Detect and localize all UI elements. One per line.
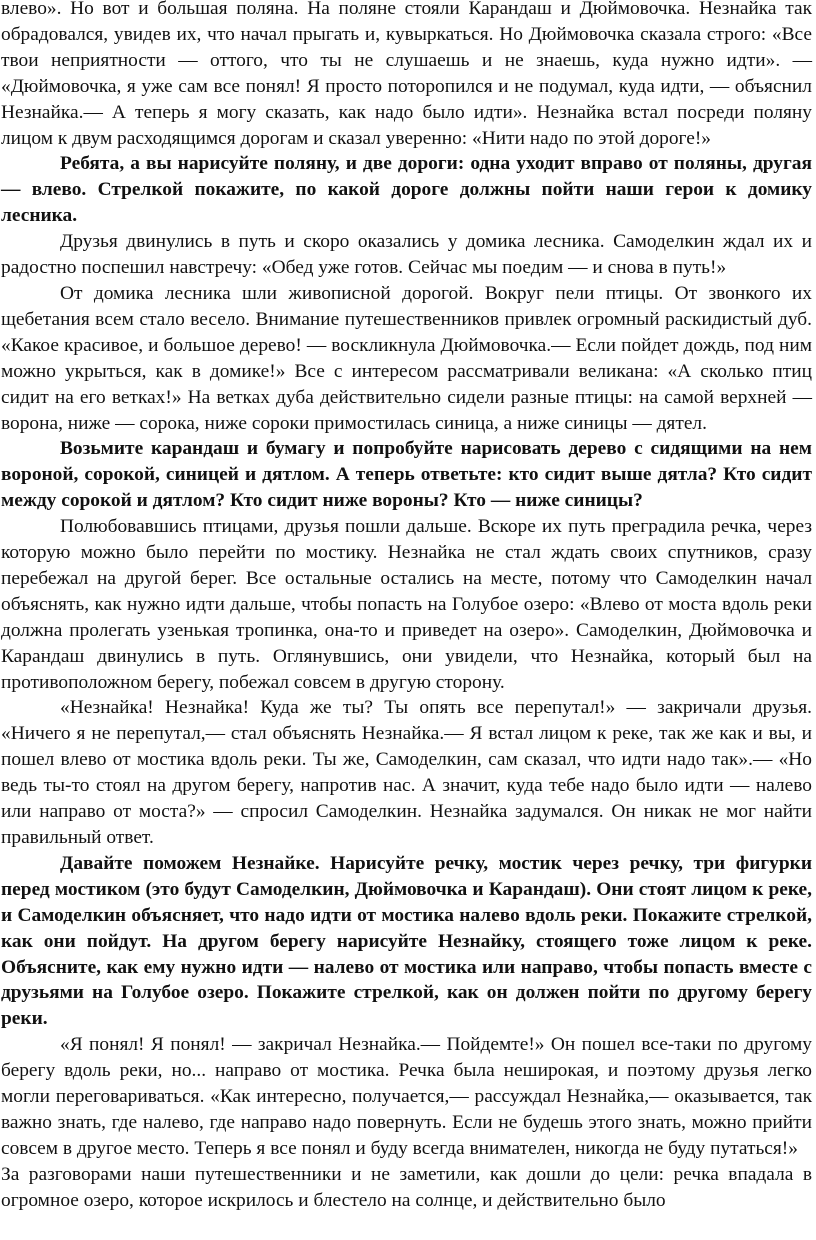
paragraph-story-5: «Незнайка! Незнайка! Куда же ты? Ты опять все перепутал!» — закричали друзья. «Ничего я не перепутал,— стал объяснять Незнайка.— Я встал лицом к реке, так же как и вы, и пошел влево от мостика вдоль реки. Ты же, Самоделкин, сам сказал, что идти надо так».— «Но ведь ты-то стоял на другом берегу, напротив нас. А значит, куда тебе надо было идти — налево или направо от моста?» — спросил Самоделкин. Незнайка задумался. Он никак не мог найти правильный ответ. xyxy=(1,697,812,848)
paragraph-story-3: От домика лесника шли живописной дорогой. Вокруг пели птицы. От звонкого их щебетания всем стало весело. Внимание путешественников привлек огромный раскидистый дуб. «Какое красивое, и большое дерево! — воскликнула Дюймовочка.— Если пойдет дождь, под ним можно укрыться, как в домике!» Все с интересом рассматривали великана: «А сколько птиц сидит на его ветках!» На ветках дуба действительно сидели разные птицы: на самой верхней — ворона, ниже — сорока, ниже сороки примостилась синица, а ниже синицы — дятел. xyxy=(1,282,812,434)
paragraph-story-6: «Я понял! Я понял! — закричал Незнайка.— Пойдемте!» Он пошел все-таки по другому берегу вдоль реки, но... направо от мостика. Речка была неширокая, и поэтому друзья легко могли переговариваться. «Как интересно, получается,— рассуждал Незнайка,— оказывается, так важно знать, где налево, где направо надо повернуть. Если не будешь этого знать, можно прийти совсем в другое место. Теперь я все понял и буду всегда внимателен, никогда не буду путаться!» xyxy=(1,1034,812,1159)
paragraph-story-7: За разговорами наши путешественники и не заметили, как дошли до цели: речка впадала в огромное озеро, которое искрилось и блестело на солнце, и действительно было xyxy=(1,1163,812,1211)
paragraph-story-4: Полюбовавшись птицами, друзья пошли дальше. Вскоре их путь преградила речка, через которую можно было перейти по мостику. Незнайка не стал ждать своих спутников, сразу перебежал на другой берег. Все остальные остались на месте, потому что Самоделкин начал объяснять, как нужно идти дальше, чтобы попасть на Голубое озеро: «Влево от моста вдоль реки должна пролегать узенькая тропинка, она-то и приведет на озеро». Самоделкин, Дюймовочка и Карандаш двинулись в путь. Оглянувшись, они увидели, что Незнайка, который был на противоположном берегу, побежал совсем в другую сторону. xyxy=(1,516,812,693)
paragraph-story-2: Друзья двинулись в путь и скоро оказались у домика лесника. Самоделкин ждал их и радостно поспешил навстречу: «Обед уже готов. Сейчас мы поедим — и снова в путь!» xyxy=(1,231,812,279)
paragraph-story-1: влево». Но вот и большая поляна. На поляне стояли Карандаш и Дюймовочка. Незнайка так обрадовался, увидев их, что начал прыгать и, кувыркаться. Но Дюймовочка сказала строго: «Все твои неприятности — оттого, что ты не слушаешь и не знаешь, куда нужно идти». — «Дюймовочка, я уже сам все понял! Я просто поторопился и не подумал, куда идти, — объяснил Незнайка.— А теперь я могу сказать, как надо было идти». Незнайка встал посреди поляну лицом к двум расходящимся дорогам и сказал уверенно: «Нити надо по этой дороге!» xyxy=(1,0,812,149)
task-draw-tree: Возьмите карандаш и бумагу и попробуйте нарисовать дерево с сидящими на нем вороной, сорокой, синицей и дятлом. А теперь ответьте: кто сидит выше дятла? Кто сидит между сорокой и дятлом? Кто сидит ниже вороны? Кто — ниже синицы? xyxy=(1,438,812,512)
task-draw-river: Давайте поможем Незнайке. Нарисуйте речку, мостик через речку, три фигурки перед мостиком (это будут Самоделкин, Дюймовочка и Карандаш). Они стоят лицом к реке, и Самоделкин объясняет, что надо идти от мостика налево вдоль реки. Покажите стрелкой, как они пойдут. На другом берегу нарисуйте Незнайку, стоящего тоже лицом к реке. Объясните, как ему нужно идти — налево от мостика или направо, чтобы попасть вместе с друзьями на Голубое озеро. Покажите стрелкой, как он должен пойти по другому берегу реки. xyxy=(1,852,812,1030)
task-draw-roads: Ребята, а вы нарисуйте поляну, и две дороги: одна уходит вправо от поляны, другая — влево. Стрелкой покажите, по какой дороге должны пойти наши герои к домику лесника. xyxy=(1,153,812,227)
